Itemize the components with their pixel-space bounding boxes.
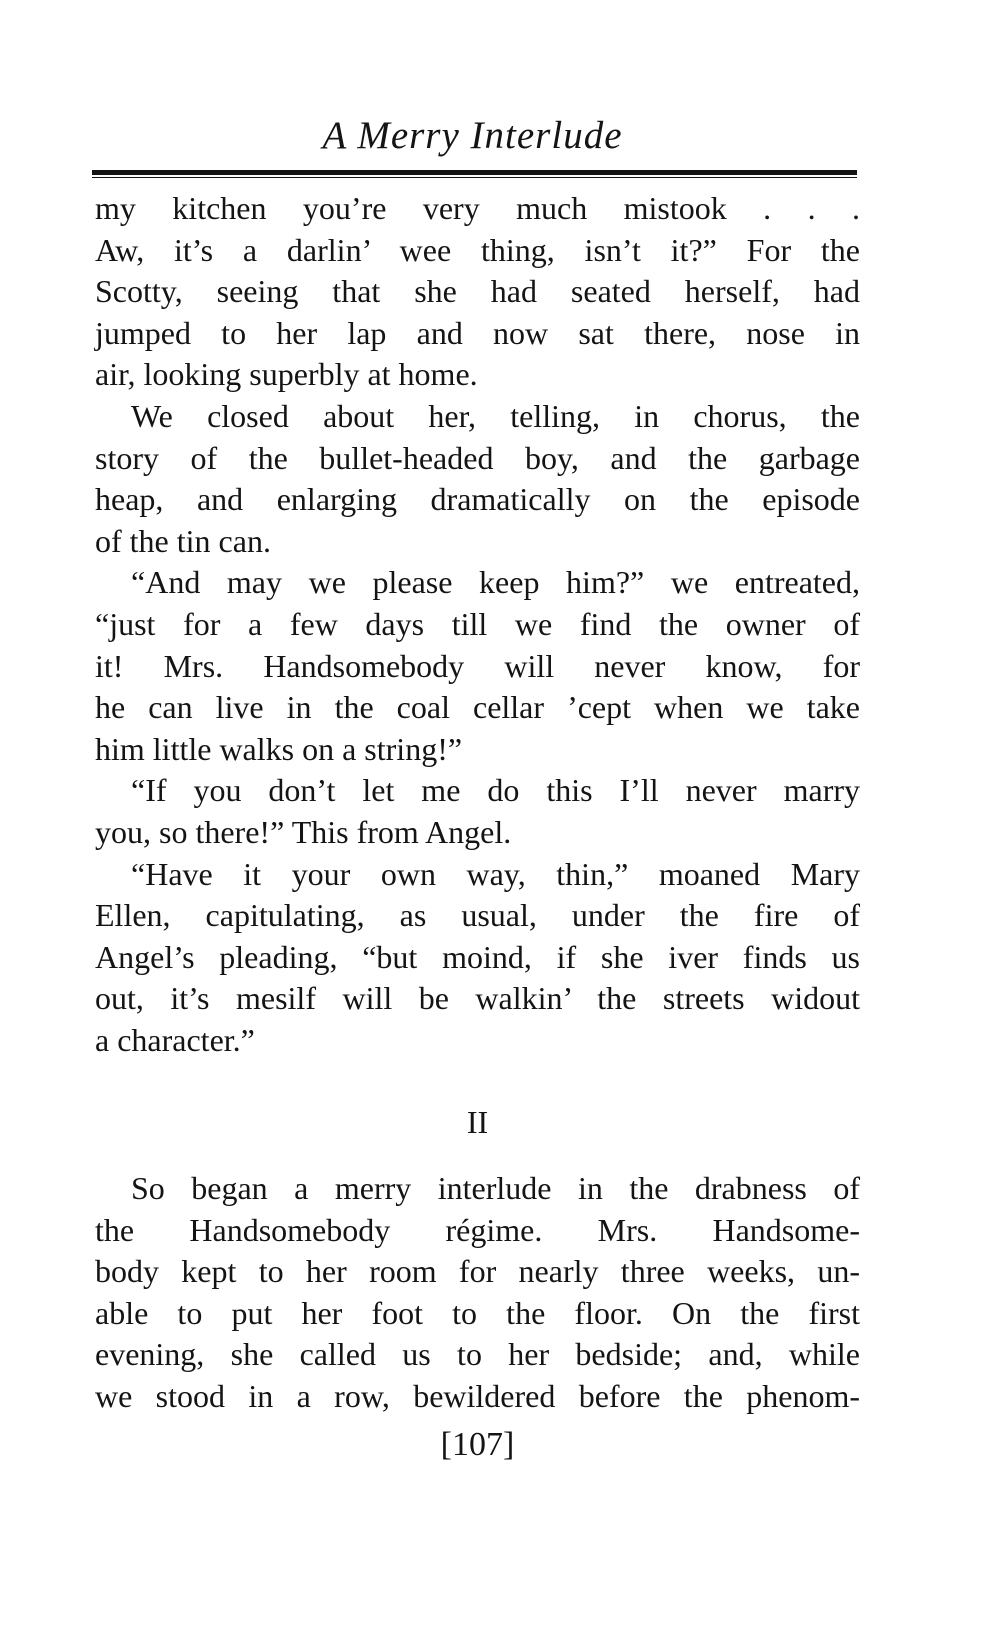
text-line: Scotty, seeing that she had seated herself, had [95,273,860,310]
text-line: you, so there!” This from Angel. [95,813,512,850]
text-line: it! Mrs. Handsomebody will never know, for [95,647,860,684]
text-line: a character.” [95,1021,255,1058]
text-line: he can live in the coal cellar ’cept when we take [95,689,860,726]
text-line: story of the bullet-headed boy, and the garbage [95,439,860,476]
text-line: So began a merry interlude in the drabness of [131,1170,860,1206]
text-line: him little walks on a string!” [95,730,463,767]
text-line: body kept to her room for nearly three weeks, un- [95,1253,860,1290]
header-rule [92,170,857,175]
text-line: Ellen, capitulating, as usual, under the fire of [95,897,860,934]
text-line: “If you don’t let me do this I’ll never marry [131,772,860,809]
text-line: of the tin can. [95,522,271,559]
text-line: my kitchen you’re very much mistook . . . [95,190,860,226]
page-number: [107] [440,1426,515,1463]
text-line: air, looking superbly at home. [95,356,478,393]
body-text-block-1 [95,188,860,1061]
text-line: we stood in a row, bewildered before the phenom- [95,1377,860,1414]
text-line: “Have it your own way, thin,” moaned Mary [131,855,860,892]
text-line: the Handsomebody régime. Mrs. Handsome- [95,1211,860,1248]
text-line: heap, and enlarging dramatically on the episode [95,481,860,518]
body-text-block-2 [95,1168,860,1418]
text-line: We closed about her, telling, in chorus, the [131,397,860,434]
section-number: II [466,1104,489,1140]
text-line: out, it’s mesilf will be walkin’ the streets widout [95,980,860,1017]
text-line: Angel’s pleading, “but moind, if she iver finds us [95,938,860,975]
text-line: evening, she called us to her bedside; and, while [95,1336,860,1373]
text-line: “And may we please keep him?” we entreated, [131,564,860,601]
header-rule-thin [92,177,857,178]
text-line: “just for a few days till we find the owner of [95,605,860,642]
text-line: Aw, it’s a darlin’ wee thing, isn’t it?” For the [95,231,860,268]
text-line: jumped to her lap and now sat there, nose in [95,314,860,351]
running-head: A Merry Interlude [322,114,623,157]
text-line: able to put her foot to the floor. On the first [95,1294,860,1331]
